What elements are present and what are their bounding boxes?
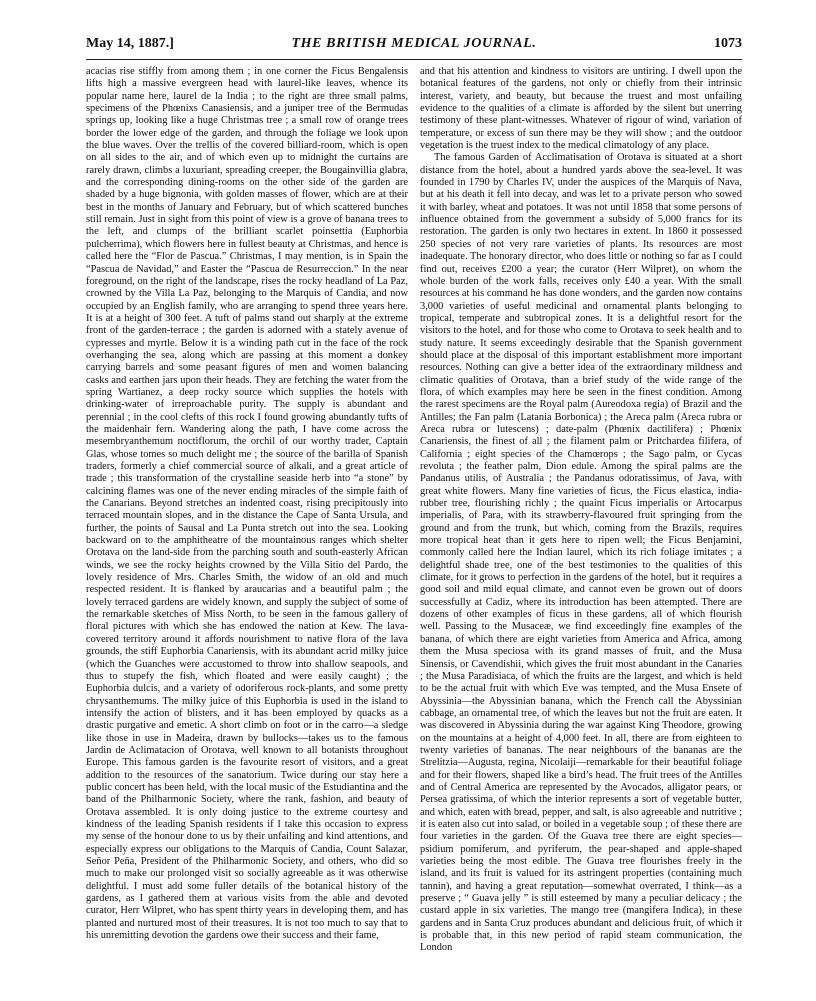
page-number: 1073: [714, 36, 742, 51]
header-rule: [86, 59, 742, 60]
running-header: [86, 34, 742, 58]
journal-title: THE BRITISH MEDICAL JOURNAL.: [291, 36, 537, 51]
right-column: [420, 66, 742, 986]
right-paragraph-2: The famous Garden of Acclimatisation of Orotava is situated at a short distance from the hotel, about a hundred yards above the sea-level. It was founded in 1790 by Charles IV, under the auspices of the Marquis of Nava, but at his death it fell into decay, and was let to a private person who sowed it with barley, wheat and potatoes. It was not until 1858 that some persons of influence obtained from the government a subsidy of 5,000 francs for its restoration. The garden is only two hectares in extent. In 1860 it possessed 250 species of not very rare varieties of plants. Its resources are most inadequate. The honorary director, who does little or nothing so far as I could find out, receives £200 a year; the curator (Herr Wilpret), on whom the whole burden of the work falls, receives only £40 a year. With the small resources at his command he has done wonders, and the garden now contains 3,000 varieties of useful medicinal and ornamental plants belonging to tropical, temperate and subtropical zones. It is a delightful resort for the visitors to the hotel, and for those who come to Orotava to seek health and to study nature. It seems exceedingly desirable that the Spanish government should place at the disposal of this important establishment more important resources. Nothing can give a better idea of the extraordinary mildness and climatic qualities of Orotava, than a brief study of the wide range of the flora, of which examples may here be seen in the finest condition. Among the rarest specimens are the Royal palm (Aureodoxa regia) of Brazil and the Antilles; the Fan palm (Latania Borbonica) ; the Areca palm (Areca rubra or Areca rubra or lutescens) ; date-palm (Phœnix dactilifera) ; Phœnix Canariensis, the finest of all ; the filament palm or Pritchardea filifera, of California ; eight species of the Chamœrops ; the Sago palm, or Cycas revoluta ; the feather palm, Dion edule. Among the spiral palms are the Pandanus utilis, of Australia ; the Pandanus odoratissimus, of Java, with great white flowers. Many fine varieties of ficus, the Ficus elastica, india-rubber tree, flourishing richly ; the quaint Ficus imperialis or Artocarpus imperialis, of Para, with its strawberry-flavoured fruit springing from the ground and from the trunk, but which, coming from the Brazils, requires more tropical heat than it gets here to ripen well; the Ficus Benjamini, commonly called here the Indian laurel, which its rich foliage imitates ; a delightful shade tree, one of the best testimonies to the qualities of this climate, for it grows to perfection in the gardens of the hotel, but it requires a good soil and mild equal climate, and cannot even be grown out of doors successfully at Cadiz, where its introduction has been attempted. There are dozens of other examples of ficus in these gardens, all of which flourish well. Passing to the Musaceæ, we find exceedingly fine examples of the banana, of which there are eight varieties from America and Africa, among them the Musa speciosa with its grand masses of fruit, and the Musa Sinensis, or Cavendishii, which gives the fruit most abundant in the Canaries ; the Musa Paradisiaca, of which the fruits are the largest, and which is held to be the actual fruit with which Eve was tempted, and the Musa Ensete of Abyssinia—the Abyssinian banana, which the French call the Abyssinian cabbage, an ornamental tree, of which the leaves but not the fruit are eaten. It was discovered in Abyssinia during the war against King Theodore, growing on the mountains at a height of 4,000 feet. In all, there are from eighteen to twenty varieties of bananas. The near neighbours of the bananas are the Strelitzia—Augusta, regina, Nicolaiji—remarkable for their beautiful foliage and for their flowers, shaped like a bird’s head. The fruit trees of the Antilles and of Central America are represented by the Avocados, alligator pears, or Persea gratissima, of which the interior represents a sort of vegetable butter, and which, eaten with bread, pepper, and salt, is also agreeable and nutritive ; it is eaten also cut into salad, or boiled in a vegetable soup ; of these there are four varieties in the garden. Of the Guava tree there are eight species—psidium pomiferum, and pyriferum, the pear-shaped and apple-shaped varieties being the most edible. The Guava tree flourishes freely in the island, and its fruit is valued for its astringent properties (containing much tannin), and having a great reputation—somewhat overrated, I think—as a preserve ; “ Guava jelly ” is still esteemed by many a peculiar delicacy ; the custard apple in six varieties. The mango tree (mangifera Indica), in these gardens and in Santa Cruz produces abundant and delicious fruit, of which it is probable that, in this new period of rapid steam communication, the London: [420, 152, 742, 954]
left-column: [86, 66, 408, 986]
issue-date: May 14, 1887.]: [86, 36, 174, 51]
right-paragraph-1: and that his attention and kindness to visitors are untiring. I dwell upon the botanical features of the gardens, not only or chiefly from their intrinsic interest, variety, and beauty, but because the truest and most unfailing evidence to the qualities of a climate is afforded by the silent but unerring testimony of these plant-witnesses. Whatever of rigour of wind, variation of temperature, or excess of sun there may be they will show ; and the outdoor vegetation is the truest index to the medical climatology of any place.: [420, 66, 742, 152]
left-paragraph-1: acacias rise stiffly from among them ; in one corner the Ficus Bengalensis lifts high a massive evergreen head with laurel-like leaves, whence its popular name here, laurel de la India ; to the right are three small palms, specimens of the Phœnixs Canasiensis, and a juniper tree of the Bermudas springs up, looking like a huge Christmas tree ; a small row of orange trees border the lower edge of the garden, and through the foliage we look upon the blue waves. Over the trellis of the covered billiard-room, which is open on all sides to the air, and of which even up to midnight the curtains are rarely drawn, climbs a luxuriant, spreading creeper, the Bougainvillia glabra, and the corresponding dining-rooms on the other side of the garden are shaded by a huge bignonia, with golden masses of flower, which are at their best in the months of January and February, but of which scattered bunches still remain. Just in sight from this point of view is a grove of banana trees to the left, and clumps of the brilliant scarlet poinsettia (Euphorbia pulcherrima), which flowers here in fullest beauty at Christmas, and hence is called here the “Flor de Pascua.” Christmas, I may mention, is in Spain the “Pascua de Navidad,” and Easter the “Pascua de Resurreccion.” In the near foreground, on the right of the landscape, rises the rocky headland of La Paz, crowned by the Villa La Paz, belonging to the Marquis of Candia, and now occupied by an English family, who are arranging to spend three years here. It is at a height of 300 feet. A tuft of palms stand out sharply at the extreme front of the garden-terrace ; the garden is adorned with a stately avenue of cypresses and myrtle. Below it is a winding path cut in the face of the rock overhanging the sea, along which are passing at this moment a donkey carrying barrels and some peasant figures of men and women balancing casks and earthen jars upon their heads. They are fetching the water from the spring Wartianez, a deep rocky source which supplies the hotels with drinking-water of irreproachable purity. The supply is abundant and perennial ; in the cool clefts of this rock I found growing abundantly tufts of the maidenhair fern. Wandering along the path, I have come across the mesembryanthemum noctiflorum, the orchil of our worthy trader, Captain Glas, whose tomes so much delight me ; the source of the barilla of Spanish traders, formerly a chief commercial source of alkali, and a great article of trade ; this transformation of the crystalline seaside herb into “a stone” by calcining flames was one of the never ending miracles of the simple faith of the Canarians. Beyond stretches an indented coast, rising precipitously into terraced mountain slopes, and in the distance the Cape of Santa Ursula, and further, the points of Sausal and La Punta stretch out into the sea. Looking backward on to the amphitheatre of the mountainous ranges which shelter Orotava on the land-side from the parching south and south-easterly African winds, we see the rocky heights crowned by the Villa Sitio del Pardo, the lovely residence of Mrs. Charles Smith, the widow of an old and much respected resident. It is flanked by araucarias and a beautiful palm ; the lovely terraced gardens are widely known, and supply the subject of some of the remarkable sketches of Miss North, to be seen in the famous gallery of floral pictures with which she has endowed the nation at Kew. The lava-covered territory around it affords nourishment to native flora of the lava grounds, the stiff Euphorbia Canariensis, with its abundant acrid milky juice (which the Guanches were accustomed to throw into shallow seapools, and thus to stupefy the fish, which floated and were easily caught) ; the Euphorbia dulcis, and a variety of odoriferous rock-plants, and some pretty chrysanthemums. The milky juice of this Euphorbia is used in the island to intensify the action of blisters, and it has been employed by quacks as a drastic purgative and emetic. A short climb on foot or in the carro—a sledge like those in use in Madeira, drawn by bullocks—takes us to the famous Jardin de Aclimatacion of Orotava, well known to all botanists throughout Europe. This famous garden is the favourite resort of visitors, and a great addition to the resources of the sanatorium. Twice during our stay here a public concert has been held, with the local music of the Estudiantina and the band of the Philharmonic Society, where the rank, fashion, and beauty of Orotava assembled. It is only doing justice to the extreme courtesy and kindness of the leading Spanish residents if I take this occasion to express my sense of the honour done to us by their unfailing and kind attentions, and especially express our obligations to the Marquis of Candia, Count Salazar, Señor Peña, President of the Philharmonic Society, and others, who did so much to make our prolonged visit so socially agreeable as it was otherwise delightful. I must add some fuller details of the botanical history of the gardens, as I gathered them at various visits from the able and devoted curator, Herr Wilpret, who has spent thirty years in developing them, and has planted and nurtured most of their treasures. It is not too much to say that to his unremitting devotion the gardens owe their success and their fame,: [86, 66, 408, 942]
